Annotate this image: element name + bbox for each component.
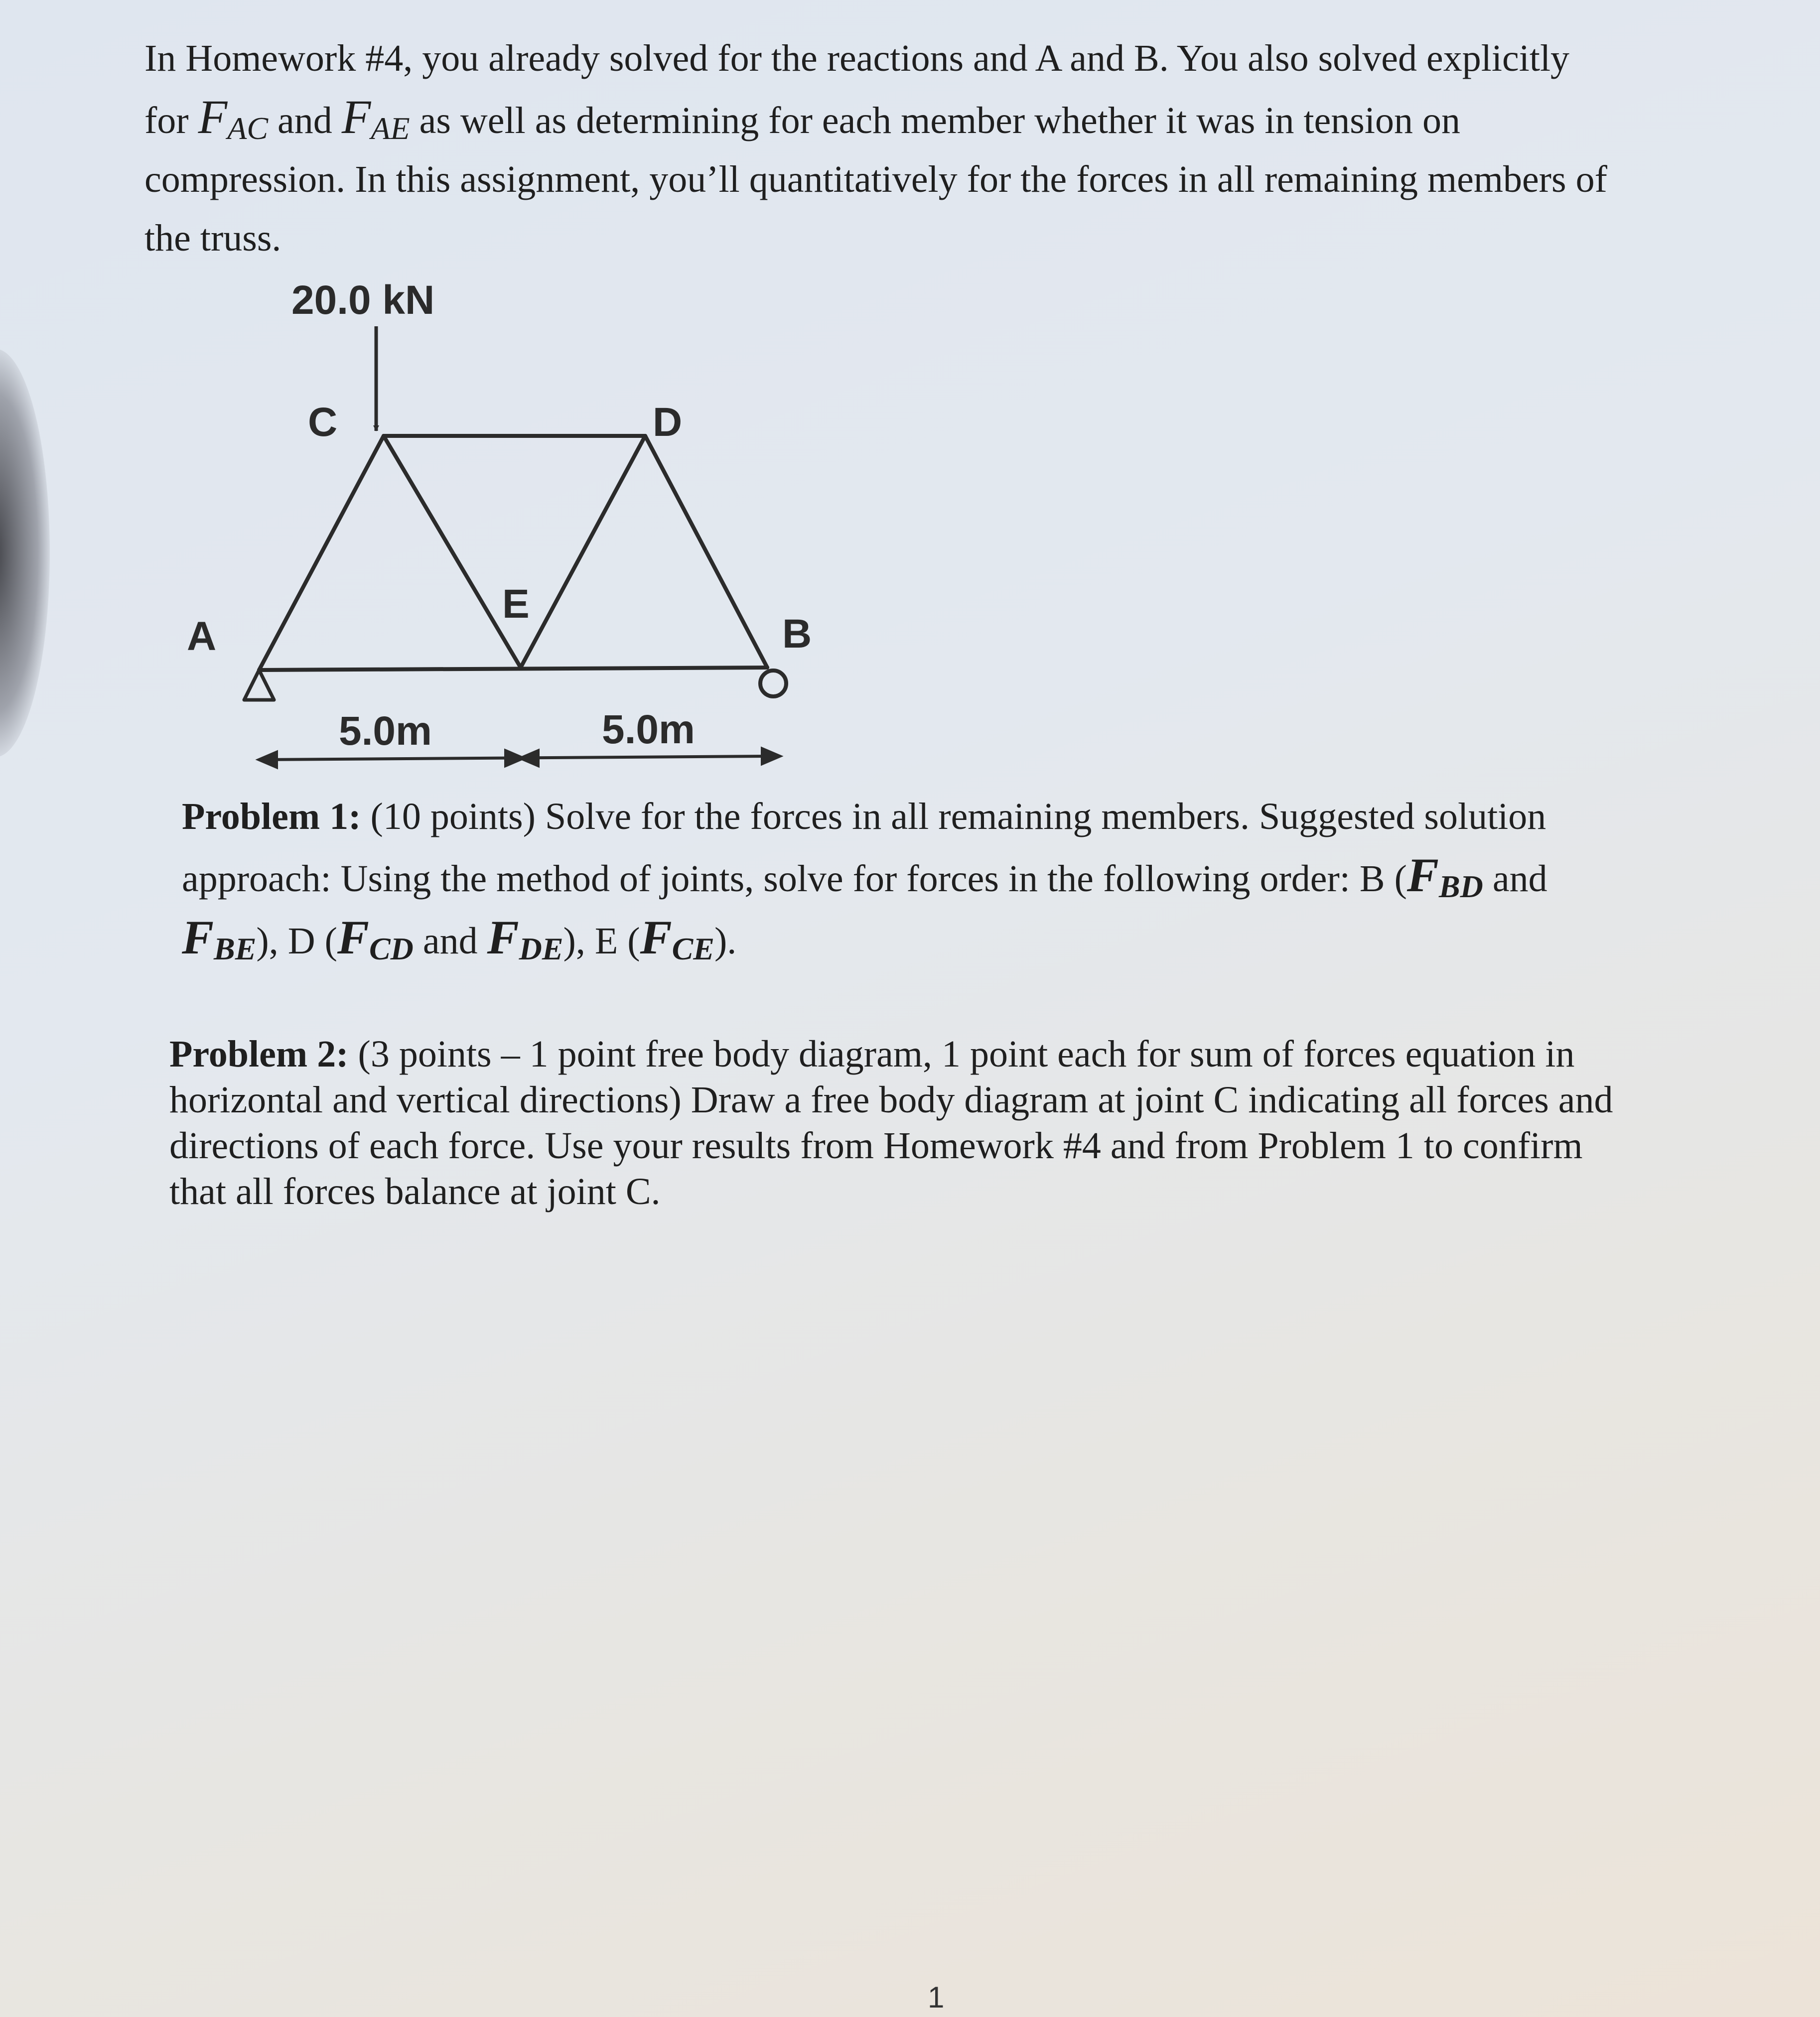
var-main: F [487,911,519,964]
var-f-ce [640,911,714,966]
var-f-bd [1406,848,1483,904]
problem-1-text: and [413,920,487,962]
problem-1 [182,787,1627,970]
intro-text: as well as determining for each member whether it was in tension on [410,100,1460,141]
problem-2-line-3: directions of each force. Use your results from Homework #4 and from Problem 1 to confirm [169,1125,1583,1167]
dimension-label-right: 5.0m [602,707,695,752]
member-bd [645,436,767,668]
node-label-d: D [653,400,683,445]
dimension-label-left: 5.0m [339,708,432,754]
var-f-be [182,911,257,966]
intro-line-2 [144,88,1689,150]
var-main: F [198,90,228,143]
intro-line-1: In Homework #4, you already solved for the reactions and A and B. You also solved explicitly [144,37,1570,79]
member-ce [384,436,521,668]
member-de [521,436,645,668]
var-sub: AE [371,111,410,146]
var-main: F [1406,848,1439,902]
problem-1-line-3 [182,908,1627,970]
problem-1-text: (10 points) Solve for the forces in all remaining members. Suggested solution [361,796,1546,837]
problem-1-text: ), D ( [256,920,337,962]
var-main: F [182,911,214,964]
problem-2-line-4: that all forces balance at joint C. [169,1171,661,1212]
problem-2-line-2: horizontal and vertical directions) Draw a free body diagram at joint C indicating all forces and [169,1079,1613,1121]
node-label-c: C [308,400,338,445]
dimension-arrowhead-mid-right [521,751,538,766]
node-label-b: B [782,611,812,657]
member-ac [259,436,384,670]
var-sub: BD [1438,869,1483,904]
node-label-a: A [187,614,217,659]
var-f-ae [341,90,410,146]
var-main: F [337,911,369,964]
var-sub: CD [369,931,414,966]
var-f-ac [198,90,269,146]
intro-line-4: the truss. [144,217,281,259]
var-f-cd [337,911,414,966]
finger-shadow [0,349,50,757]
node-label-e: E [502,581,530,627]
var-sub: BE [214,931,257,966]
intro-text: and [268,100,342,141]
dimension-arrowhead-left [259,752,277,767]
member-ab [259,668,767,670]
problem-2-text: (3 points – 1 point free body diagram, 1 point each for sum of forces equation in [348,1033,1575,1075]
problem-1-text: and [1483,858,1547,900]
truss-diagram [169,264,837,782]
intro-paragraph [144,29,1689,268]
var-sub: CE [672,931,714,966]
var-f-de [487,911,563,966]
page-number: 1 [928,1981,945,2014]
load-label: 20.0 kN [291,277,435,323]
dimension-arrowhead-right [762,749,780,764]
problem-1-line-2 [182,846,1627,908]
problem-1-text: ), E ( [563,920,640,962]
problem-2-line-1 [169,1031,1664,1077]
problem-1-line-1 [182,787,1627,846]
var-sub: DE [519,931,563,966]
problem-2 [169,1031,1664,1214]
var-main: F [640,911,672,964]
intro-text: for [144,100,198,141]
problem-1-text: approach: Using the method of joints, solve for forces in the following order: B ( [182,858,1407,900]
pin-support-a [244,670,274,700]
problem-2-heading: Problem 2: [169,1033,349,1075]
var-main: F [341,90,371,143]
var-sub: AC [227,111,269,146]
problem-1-heading: Problem 1: [182,796,361,837]
intro-line-3: compression. In this assignment, you’ll quantitatively for the forces in all remaining members of [144,158,1607,200]
problem-1-text: ). [714,920,737,962]
roller-support-b [760,671,786,696]
